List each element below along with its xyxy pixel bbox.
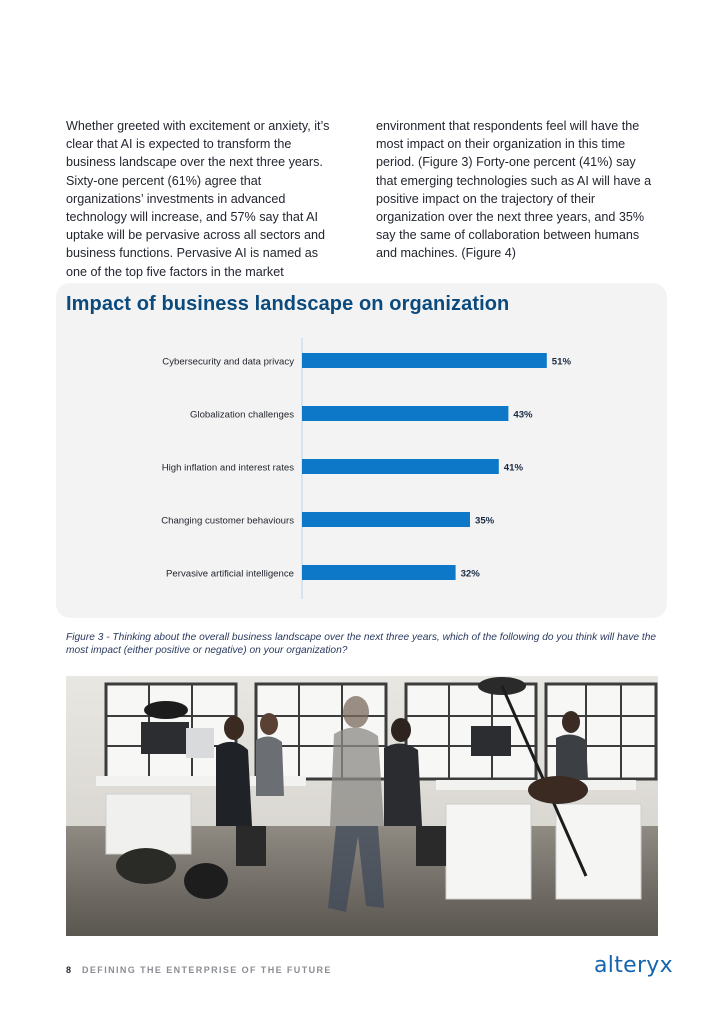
value-label: 35% [475,515,495,527]
footer-document-title: DEFINING THE ENTERPRISE OF THE FUTURE [82,965,332,975]
category-label: Globalization challenges [190,409,294,421]
bar [302,459,499,474]
bar [302,512,470,527]
chart-title: Impact of business landscape on organization [66,293,510,315]
body-text-right-column: environment that respondents feel will have the most impact on their organization in this time period. (Figure 3) Forty-one percent (41%) say that emerging technologies such as AI will have a positive impact on the trajectory of their organization over the next three years, and 35% say the same of collaboration between humans and machines. (Figure 4) [376,119,652,261]
office-photo [66,676,658,936]
bar [302,406,508,421]
value-label: 43% [513,409,533,421]
category-label: High inflation and interest rates [161,462,294,474]
value-label: 32% [460,568,480,580]
chart-panel [56,283,667,618]
category-label: Pervasive artificial intelligence [166,568,294,580]
value-label: 51% [551,356,572,368]
category-label: Cybersecurity and data privacy [162,356,294,368]
value-label: 41% [503,462,524,474]
bar-chart [56,283,667,618]
figure-caption: Figure 3 - Thinking about the overall business landscape over the next three years, which of the following do you think will have the most impact (either positive or negative) on your organization? [66,632,657,657]
bar [302,353,547,368]
page-number: 8 [66,965,72,975]
bar [302,565,456,580]
body-text-left-column: Whether greeted with excitement or anxiety, it’s clear that AI is expected to transform the business landscape over the next three years. Sixty-one percent (61%) agree that organizations’ investments in advanced technology will increase, and 57% say that AI uptake will be pervasive across all sectors and business functions. Pervasive AI is named as one of the top five factors in the market [66,119,330,279]
alteryx-logo: alteryx [594,953,673,978]
category-label: Changing customer behaviours [161,515,294,527]
office-photo-illustration [66,676,658,936]
